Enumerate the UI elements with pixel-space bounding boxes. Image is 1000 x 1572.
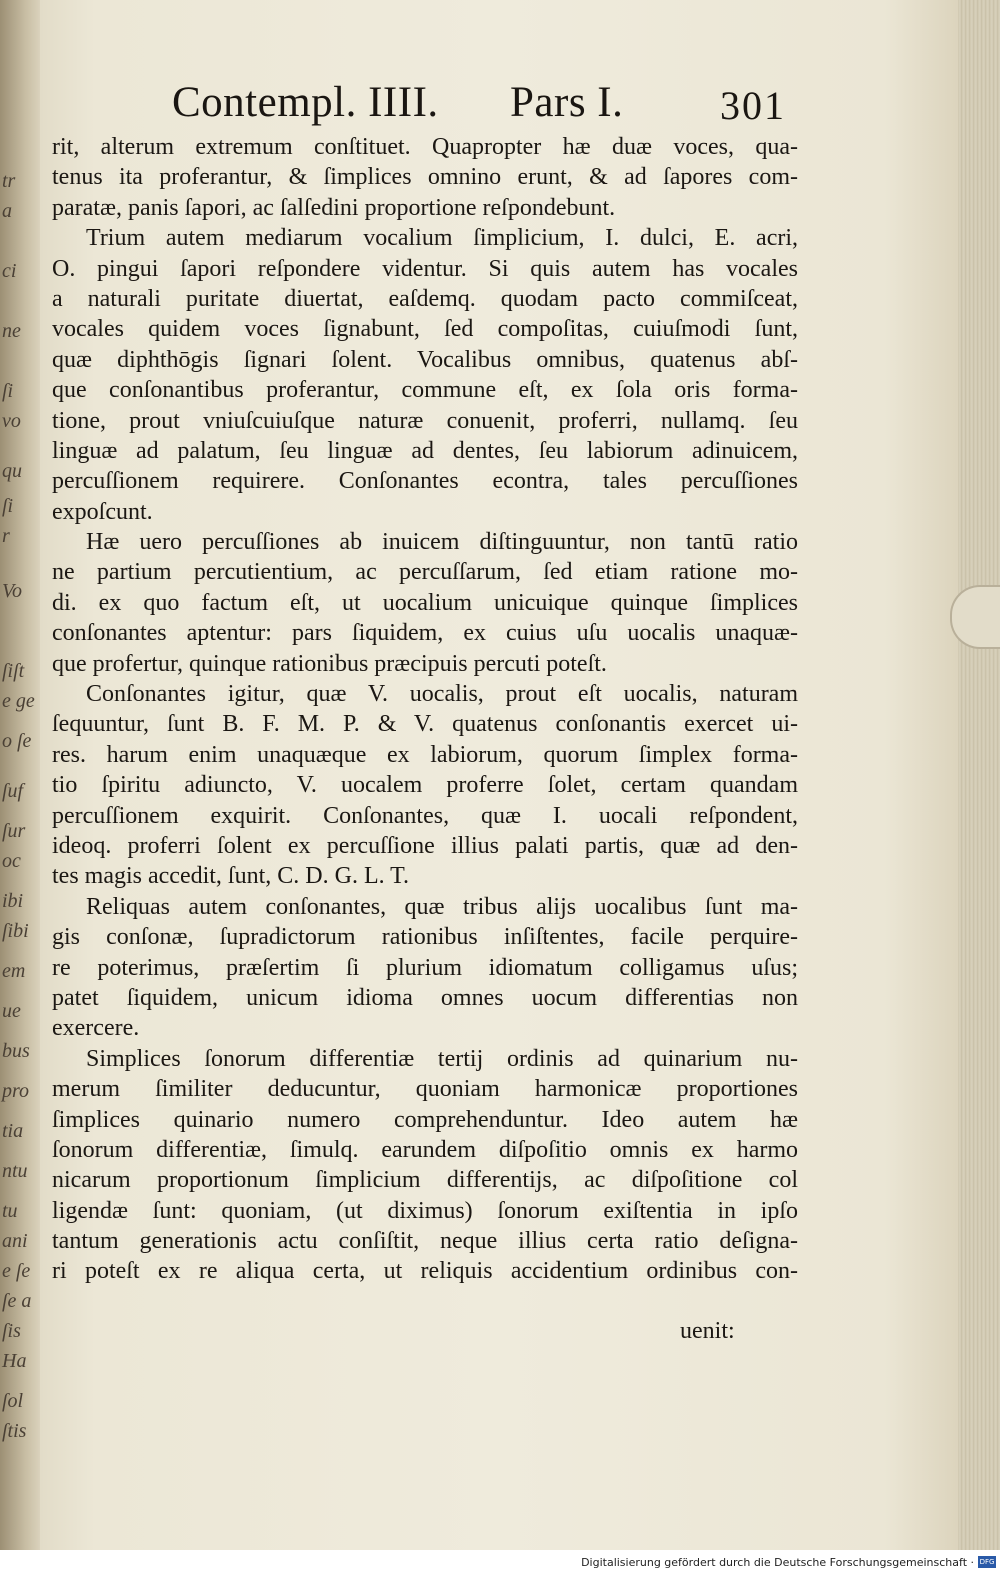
running-head-part: Pars I.	[510, 79, 624, 126]
running-head	[172, 78, 792, 132]
text-line: exercere.	[52, 1015, 140, 1042]
margin-fragment: ntu	[2, 1160, 28, 1182]
margin-fragment: ani	[2, 1230, 28, 1252]
text-line: ri poteſt ex re aliqua certa, ut reliquis accidentium ordinibus con-	[52, 1258, 798, 1285]
margin-fragment: Vo	[2, 580, 22, 602]
margin-fragment: o ſe	[2, 730, 32, 752]
margin-fragment: a	[2, 200, 12, 222]
text-line: ſonorum differentiæ, ſimulq. earundem diſpoſitio omnis ex harmo	[52, 1136, 798, 1163]
margin-fragment: Ha	[2, 1350, 27, 1372]
text-line: a naturali puritate diuertat, eaſdemq. quodam pacto commiſceat,	[52, 285, 798, 312]
margin-fragment: ſe a	[2, 1290, 32, 1312]
text-line: gis conſonæ, ſupradictorum rationibus inſiſtentes, facile perquire-	[52, 924, 798, 951]
text-line: di. ex quo factum eſt, ut uocalium unicuique quinque ſimplices	[52, 589, 798, 616]
text-line: percuſſionem requirere. Conſonantes econtra, tales percuſſiones	[52, 468, 798, 495]
text-line: que profertur, quinque rationibus præcipuis percuti poteſt.	[52, 650, 607, 677]
margin-fragment: ſtis	[2, 1420, 27, 1442]
text-line: Trium autem mediarum vocalium ſimplicium, I. dulci, E. acri,	[86, 225, 798, 252]
text-line: percuſſionem exquirit. Conſonantes, quæ I. uocali reſpondent,	[52, 802, 798, 829]
funding-credit: Digitalisierung gefördert durch die Deutsche Forschungsgemeinschaft ·	[581, 1556, 974, 1569]
text-line: O. pingui ſapori reſpondere videntur. Si quis autem has vocales	[52, 255, 798, 282]
margin-fragment: ſi	[2, 495, 14, 517]
text-line: que conſonantibus proferantur, commune eſt, ex ſola oris forma-	[52, 377, 798, 404]
text-line: Hæ uero percuſſiones ab inuicem diſtinguuntur, non tantū ratio	[86, 529, 798, 556]
text-line: Conſonantes igitur, quæ V. uocalis, prout eſt uocalis, naturam	[86, 681, 798, 708]
text-line: paratæ, panis ſapori, ac ſalſedini proportione reſpondebunt.	[52, 194, 616, 221]
margin-fragment: ſibi	[2, 920, 29, 942]
text-line: nicarum proportionum ſimplicium differentijs, ac diſpoſitione col	[52, 1167, 798, 1194]
text-line: linguæ ad palatum, ſeu linguæ ad dentes, ſeu labiorum adinuicem,	[52, 437, 798, 464]
running-head-title: Contempl. IIII.	[172, 79, 439, 126]
text-line: ne partium percutientium, ac percuſſarum, ſed etiam ratione mo-	[52, 559, 798, 586]
catchword: uenit:	[680, 1318, 735, 1344]
margin-fragment: bus	[2, 1040, 30, 1062]
page-block-edge	[958, 0, 1000, 1572]
margin-fragment: ibi	[2, 890, 24, 912]
text-line: expoſcunt.	[52, 498, 153, 525]
text-line: patet ſiquidem, unicum idioma omnes uocum differentias non	[52, 984, 798, 1011]
margin-fragment: ue	[2, 1000, 21, 1022]
margin-fragment: ſur	[2, 820, 26, 842]
margin-fragment: e ſe	[2, 1260, 31, 1282]
margin-fragment: ſuf	[2, 780, 24, 802]
text-line: Reliquas autem conſonantes, quæ tribus alijs uocalibus ſunt ma-	[86, 893, 798, 920]
bookmark-tab	[950, 585, 1000, 649]
footer-bar	[0, 1550, 1000, 1572]
dfg-logo: DFG	[979, 1558, 995, 1566]
text-line: tenus ita proferantur, & ſimplices omnino erunt, & ad ſapores com-	[52, 164, 798, 191]
text-line: ſimplices quinario numero comprehenduntur. Ideo autem hæ	[52, 1106, 798, 1133]
margin-fragment: tr	[2, 170, 16, 192]
text-line: rit, alterum extremum conſtituet. Quapropter hæ duæ voces, qua-	[52, 134, 798, 160]
margin-fragment: r	[2, 525, 10, 547]
margin-fragment: oc	[2, 850, 21, 872]
margin-fragment: ſi	[2, 380, 14, 402]
margin-fragment: ſol	[2, 1390, 24, 1412]
margin-fragment: pro	[2, 1080, 30, 1102]
text-line: res. harum enim unaquæque ex labiorum, quorum ſimplex forma-	[52, 741, 798, 768]
text-line: ligendæ ſunt: quoniam, (ut diximus) ſonorum exiſtentia in ipſo	[52, 1197, 798, 1224]
text-line: tantum generationis actu conſiſtit, neque illius certa ratio deſigna-	[52, 1228, 798, 1255]
margin-fragment: tu	[2, 1200, 18, 1222]
page-number: 301	[720, 83, 786, 128]
margin-fragment: ſis	[2, 1320, 21, 1342]
facing-page-fragments	[0, 130, 40, 1442]
margin-fragment: vo	[2, 410, 21, 432]
text-line: tio ſpiritu adiuncto, V. uocalem proferre ſolet, certam quandam	[52, 772, 798, 799]
text-line: Simplices ſonorum differentiæ tertij ordinis ad quinarium nu-	[86, 1045, 798, 1072]
text-line: vocales quidem voces ſignabunt, ſed compoſitas, cuiuſmodi ſunt,	[52, 316, 798, 343]
margin-fragment: em	[2, 960, 26, 982]
margin-fragment: ci	[2, 260, 17, 282]
body-text	[52, 132, 798, 1287]
margin-fragment: ne	[2, 320, 21, 342]
text-line: re poterimus, præſertim ſi plurium idiomatum colligamus uſus;	[52, 954, 798, 981]
text-line: tes magis accedit, ſunt, C. D. G. L. T.	[52, 863, 410, 890]
margin-fragment: qu	[2, 460, 22, 482]
margin-fragment: tia	[2, 1120, 24, 1142]
text-line: conſonantes aptentur: pars ſiquidem, ex cuius uſu uocalis unaquæ-	[52, 620, 798, 647]
margin-fragment: ſiſt	[2, 660, 25, 682]
text-line: tione, prout vniuſcuiuſque naturæ conuenit, proferri, nullamq. ſeu	[52, 407, 798, 434]
text-line: ſequuntur, ſunt B. F. M. P. & V. quatenus conſonantis exercet ui-	[52, 711, 798, 738]
text-line: quæ diphthōgis ſignari ſolent. Vocalibus omnibus, quatenus abſ-	[52, 346, 798, 373]
margin-fragment: e ge	[2, 690, 35, 712]
text-line: merum ſimiliter deducuntur, quoniam harmonicæ proportiones	[52, 1076, 798, 1103]
text-line: ideoq. proferri ſolent ex percuſſione illius palati partis, quæ ad den-	[52, 832, 798, 859]
